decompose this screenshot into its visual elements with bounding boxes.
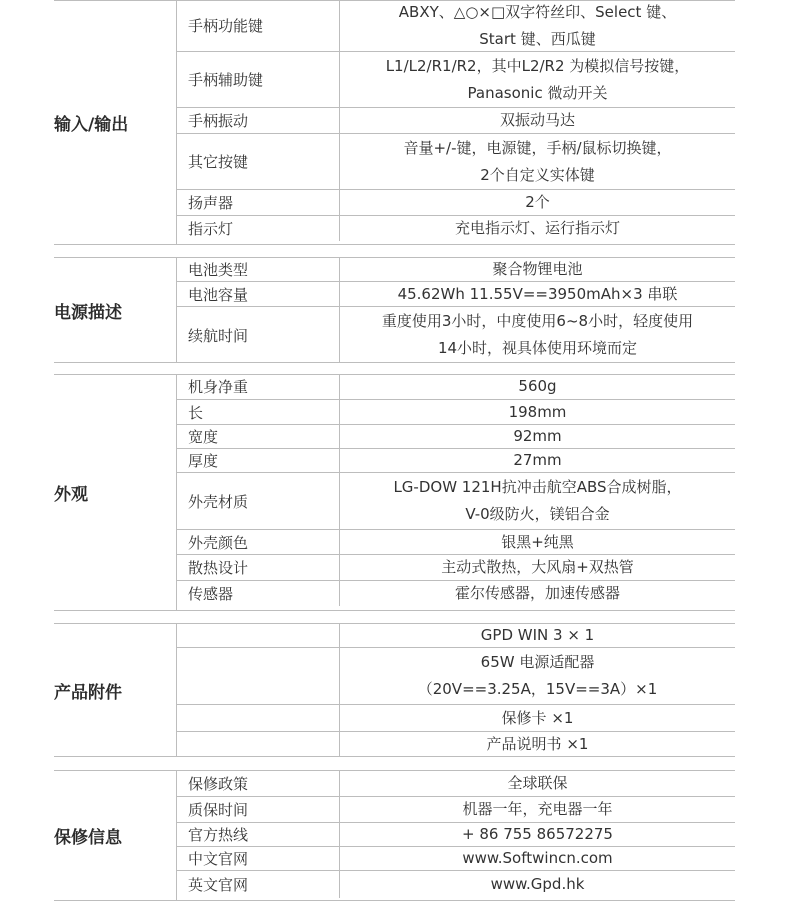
spec-value-line: ABXY、△○×□双字符丝印、Select 键、	[398, 2, 677, 21]
section-title: 外观	[54, 374, 177, 611]
spec-value-line: 65W 电源适配器	[480, 653, 595, 671]
spec-value-line: Start 键、西瓜键	[479, 29, 596, 48]
spec-value-line: 机器一年，充电器一年	[462, 800, 613, 818]
spec-row	[176, 307, 735, 363]
spec-row	[176, 530, 735, 555]
spec-label: 厚度	[176, 449, 340, 472]
section-input-output	[54, 0, 735, 245]
spec-label: 机身净重	[176, 374, 340, 399]
spec-value	[340, 216, 735, 241]
spec-value-line: （20V==3.25A，15V==3A）×1	[417, 680, 658, 698]
spec-value	[340, 871, 735, 898]
spec-value	[340, 473, 735, 529]
spec-label	[176, 648, 340, 704]
spec-row	[176, 648, 735, 705]
spec-value	[340, 705, 735, 731]
spec-row	[176, 770, 735, 797]
spec-value	[340, 623, 735, 647]
section-accessories	[54, 623, 735, 757]
spec-row	[176, 257, 735, 282]
spec-value-line: 92mm	[513, 427, 562, 445]
section-title: 电源描述	[54, 257, 177, 363]
spec-row	[176, 581, 735, 606]
spec-row	[176, 52, 735, 108]
spec-value-line: 银黑+纯黑	[501, 532, 574, 551]
spec-label: 电池容量	[176, 282, 340, 306]
spec-label: 手柄振动	[176, 108, 340, 133]
spec-label: 外壳材质	[176, 473, 340, 529]
spec-value-line: GPD WIN 3 × 1	[480, 625, 595, 644]
spec-value	[340, 307, 735, 363]
section-title: 产品附件	[54, 623, 177, 757]
spec-row	[176, 449, 735, 473]
spec-value	[340, 581, 735, 606]
spec-value	[340, 52, 735, 107]
spec-value	[340, 190, 735, 215]
spec-value	[340, 797, 735, 822]
spec-value-line: 充电指示灯、运行指示灯	[454, 219, 620, 237]
spec-label: 宽度	[176, 425, 340, 448]
spec-value-line: 2个自定义实体键	[480, 165, 595, 184]
spec-label	[176, 705, 340, 731]
spec-label: 英文官网	[176, 871, 340, 898]
spec-value	[340, 555, 735, 580]
spec-value	[340, 530, 735, 554]
spec-label: 续航时间	[176, 307, 340, 363]
spec-label	[176, 623, 340, 647]
spec-row	[176, 623, 735, 648]
spec-label: 质保时间	[176, 797, 340, 822]
spec-label: 保修政策	[176, 770, 340, 796]
spec-value	[340, 732, 735, 757]
spec-value	[340, 449, 735, 472]
spec-value-line: LG-DOW 121H抗冲击航空ABS合成树脂，	[393, 478, 682, 496]
spec-row	[176, 134, 735, 190]
spec-value-line: 45.62Wh 11.55V==3950mAh×3 串联	[397, 284, 678, 303]
spec-label: 外壳颜色	[176, 530, 340, 554]
section-appearance	[54, 374, 735, 611]
spec-value	[340, 425, 735, 448]
spec-label: 扬声器	[176, 190, 340, 215]
spec-row	[176, 705, 735, 732]
spec-value-line: Panasonic 微动开关	[467, 83, 608, 102]
spec-label: 传感器	[176, 581, 340, 606]
spec-value-line: L1/L2/R1/R2，其中L2/R2 为模拟信号按键，	[385, 56, 690, 75]
spec-value	[340, 374, 735, 399]
spec-row	[176, 797, 735, 823]
spec-value	[340, 282, 735, 306]
spec-value	[340, 770, 735, 796]
spec-label	[176, 732, 340, 757]
spec-row	[176, 871, 735, 898]
spec-label: 电池类型	[176, 257, 340, 281]
section-title: 输入/输出	[54, 0, 177, 245]
spec-value-line: www.Gpd.hk	[490, 875, 585, 893]
spec-value	[340, 257, 735, 281]
spec-label: 长	[176, 400, 340, 424]
spec-row	[176, 282, 735, 307]
spec-value-line: 全球联保	[507, 773, 568, 792]
spec-value	[340, 0, 735, 51]
spec-row	[176, 823, 735, 847]
spec-value-line: 14小时，视具体使用环境而定	[437, 339, 638, 357]
spec-value-line: 音量+/-键，电源键，手柄/鼠标切换键，	[403, 138, 672, 157]
spec-value-line: 主动式散热，大风扇+双热管	[441, 558, 634, 576]
spec-row	[176, 190, 735, 216]
spec-row	[176, 216, 735, 241]
spec-label: 手柄功能键	[176, 0, 340, 51]
spec-row	[176, 555, 735, 581]
spec-row	[176, 473, 735, 530]
section-title: 保修信息	[54, 770, 177, 901]
spec-row	[176, 400, 735, 425]
spec-row	[176, 374, 735, 400]
spec-label: 手柄辅助键	[176, 52, 340, 107]
section-warranty	[54, 770, 735, 901]
spec-label: 官方热线	[176, 823, 340, 846]
spec-value-line: www.Softwincn.com	[462, 849, 613, 867]
spec-value-line: 聚合物锂电池	[492, 259, 583, 278]
spec-value-line: 霍尔传感器，加速传感器	[454, 584, 620, 602]
spec-value	[340, 847, 735, 870]
spec-value-line: 双振动马达	[499, 111, 575, 129]
spec-row	[176, 732, 735, 757]
spec-value	[340, 108, 735, 133]
spec-row	[176, 847, 735, 871]
spec-value-line: 2个	[525, 193, 550, 211]
spec-row	[176, 425, 735, 449]
section-power	[54, 257, 735, 363]
spec-value	[340, 400, 735, 424]
spec-value	[340, 823, 735, 846]
spec-value	[340, 648, 735, 704]
spec-value	[340, 134, 735, 189]
spec-value-line: V-0级防火，镁铝合金	[465, 505, 610, 523]
spec-label: 中文官网	[176, 847, 340, 870]
spec-value-line: 产品说明书 ×1	[486, 735, 589, 753]
spec-label: 指示灯	[176, 216, 340, 241]
spec-row	[176, 0, 735, 52]
spec-value-line: 重度使用3小时，中度使用6~8小时，轻度使用	[381, 312, 694, 330]
spec-value-line: 27mm	[513, 451, 562, 469]
spec-label: 散热设计	[176, 555, 340, 580]
spec-row	[176, 108, 735, 134]
spec-value-line: + 86 755 86572275	[462, 825, 613, 843]
spec-value-line: 198mm	[508, 402, 567, 421]
spec-value-line: 保修卡 ×1	[501, 708, 574, 727]
spec-label: 其它按键	[176, 134, 340, 189]
spec-value-line: 560g	[518, 377, 557, 395]
